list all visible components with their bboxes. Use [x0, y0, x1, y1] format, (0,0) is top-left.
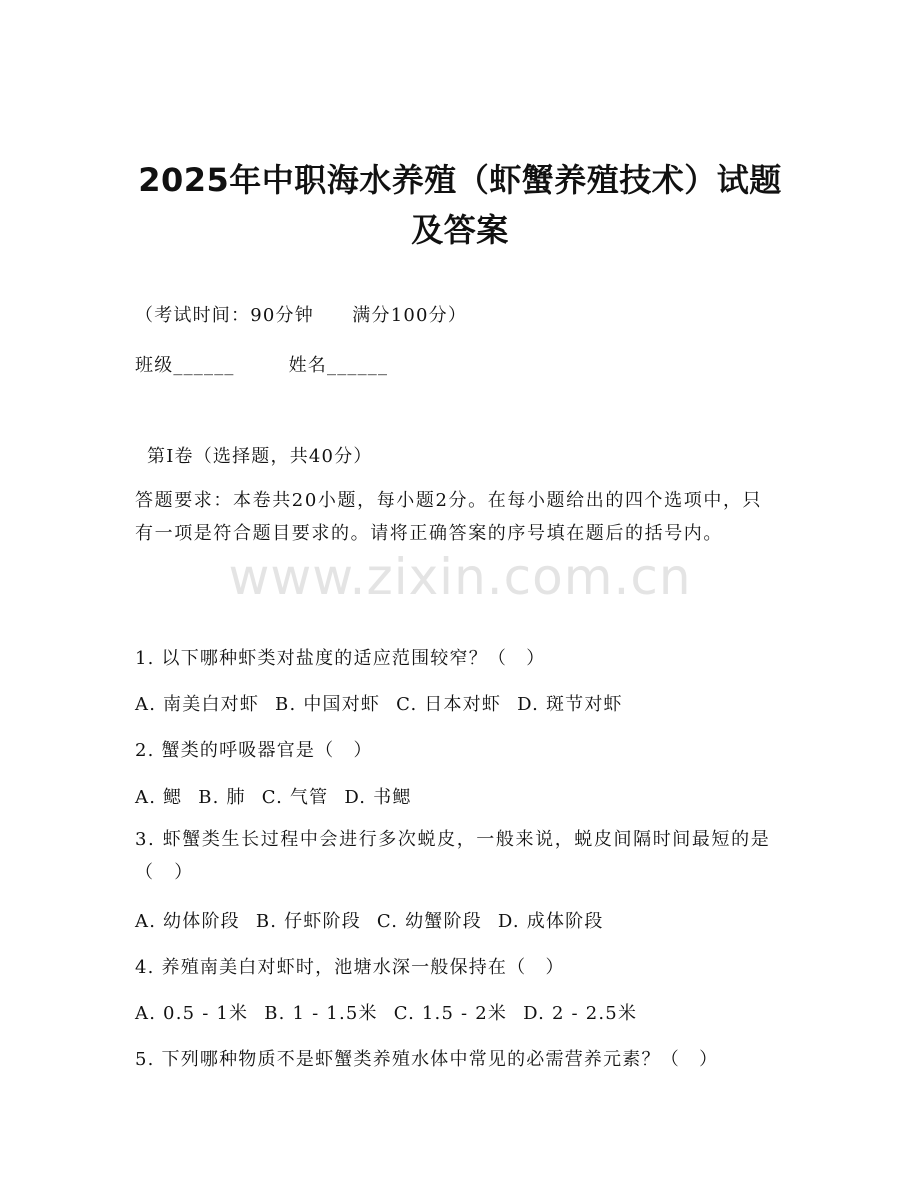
watermark: www.zixin.com.cn — [228, 548, 692, 606]
section-heading: 第Ⅰ卷（选择题，共40分） — [147, 446, 373, 467]
option-a: A. 鳃 — [135, 787, 183, 808]
question-4-options — [135, 999, 653, 1025]
option-c: C. 幼蟹阶段 — [376, 911, 482, 932]
option-b: B. 肺 — [198, 787, 246, 808]
option-a: A. 南美白对虾 — [135, 694, 260, 715]
option-a: A. 幼体阶段 — [135, 911, 240, 932]
question-3-options — [135, 907, 620, 933]
option-b: B. 1 - 1.5米 — [264, 1003, 378, 1024]
question-2-stem: 2. 蟹类的呼吸器官是（ ） — [135, 740, 373, 761]
question-5-stem: 5. 下列哪种物质不是虾蟹类养殖水体中常见的必需营养元素？（ ） — [135, 1049, 719, 1070]
option-d: D. 2 - 2.5米 — [523, 1003, 638, 1024]
class-field: 班级______ — [135, 355, 235, 376]
option-c: C. 气管 — [261, 787, 329, 808]
question-2-options — [135, 783, 428, 809]
name-field: 姓名______ — [288, 355, 389, 376]
instructions: 答题要求：本卷共20小题，每小题2分。在每小题给出的四个选项中，只有一项是符合题目要求的。请将正确答案的序号填在题后的括号内。 — [135, 490, 763, 544]
exam-info: （考试时间：90分钟 满分100分） — [135, 305, 468, 326]
option-d: D. 书鳃 — [344, 787, 412, 808]
option-c: C. 日本对虾 — [396, 694, 502, 715]
student-fields — [135, 351, 795, 377]
question-4-stem: 4. 养殖南美白对虾时，池塘水深一般保持在（ ） — [135, 957, 565, 978]
option-a: A. 0.5 - 1米 — [135, 1003, 249, 1024]
option-d: D. 成体阶段 — [497, 911, 604, 932]
question-1-stem: 1. 以下哪种虾类对盐度的适应范围较窄？（ ） — [135, 648, 546, 669]
page-title-line1: 2025年中职海水养殖（虾蟹养殖技术）试题 — [138, 161, 782, 199]
option-c: C. 1.5 - 2米 — [393, 1003, 508, 1024]
question-3-stem: 3. 虾蟹类生长过程中会进行多次蜕皮，一般来说，蜕皮间隔时间最短的是（ ） — [135, 829, 771, 883]
option-b: B. 中国对虾 — [275, 694, 381, 715]
option-b: B. 仔虾阶段 — [255, 911, 361, 932]
option-d: D. 斑节对虾 — [517, 694, 623, 715]
question-1-options — [135, 690, 639, 716]
page-title-line2: 及答案 — [411, 211, 509, 249]
